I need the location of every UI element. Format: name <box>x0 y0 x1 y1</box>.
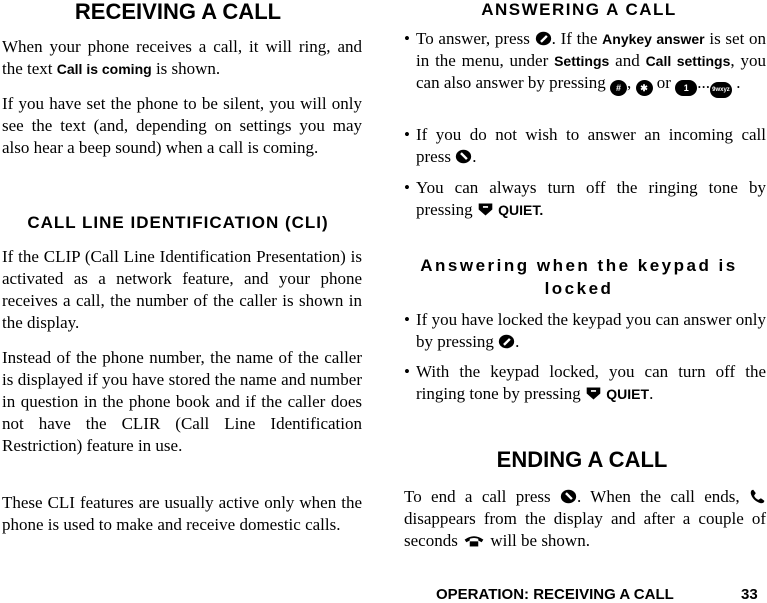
quiet-text: QUIET. <box>498 202 544 218</box>
cli-paragraph-2: Instead of the phone number, the name of the caller is displayed if you have stored the name and number in question in the phone book and if the caller does not have the CLIR (Call Line Identification Restriction) feature in use. <box>2 348 362 455</box>
page-number: 33 <box>741 586 758 603</box>
call-active-icon <box>749 488 766 505</box>
locked-bullet-1: • If you have locked the keypad you can answer only by pressing . <box>404 310 766 351</box>
receiving-title: RECEIVING A CALL <box>74 0 282 24</box>
ending-title: ENDING A CALL <box>496 447 668 472</box>
call-settings-text: Call settings <box>645 53 731 69</box>
answer-bullet-2: • If you do not wish to answer an incoming call press . <box>404 125 766 166</box>
one-key-icon: 1 <box>675 80 697 96</box>
cli-heading: CALL LINE IDENTIFICATION (CLI) <box>27 213 329 232</box>
cli-paragraph-1: If the CLIP (Call Line Identification Presentation) is activated as a network feature, and your phone receives a call, the number of the caller is shown in the display. <box>2 247 362 332</box>
receiving-paragraph-2: If you have set the phone to be silent, you will only see the text (and, depending on settings you may also hear a beep sound) when a call is coming. <box>2 94 362 157</box>
star-key-icon: ✱ <box>636 80 653 96</box>
settings-text: Settings <box>554 53 610 69</box>
quiet-softkey-icon <box>477 201 494 218</box>
nine-key-icon: 9wxyz <box>710 82 732 98</box>
quiet-softkey-icon <box>585 385 602 402</box>
send-key-icon <box>498 333 515 350</box>
cli-paragraph-3: These CLI features are usually active only when the phone is used to make and receive domestic calls. <box>2 493 362 534</box>
call-is-coming-text: Call is coming <box>56 61 152 77</box>
hash-key-icon: # <box>610 80 627 96</box>
quiet-text: QUIET <box>606 386 650 402</box>
anykey-answer-text: Anykey answer <box>602 31 705 47</box>
answering-title: ANSWERING A CALL <box>481 0 677 19</box>
receiving-paragraph-1: When your phone receives a call, it will ring, and the text Call is coming is shown. <box>2 37 362 78</box>
locked-bullet-2: • With the keypad locked, you can turn off the ringing tone by pressing QUIET. <box>404 362 766 403</box>
send-key-icon <box>535 30 552 47</box>
idle-phone-icon <box>462 532 486 549</box>
ending-paragraph: To end a call press . When the call ends, disappears from the display and after a couple of seconds will be shown. <box>404 487 766 550</box>
locked-heading: Answering when the keypad is locked <box>420 256 738 298</box>
footer-section-title: OPERATION: RECEIVING A CALL <box>436 586 674 603</box>
end-key-icon <box>455 148 472 165</box>
end-key-icon <box>560 488 577 505</box>
answer-bullet-1: • To answer, press . If the Anykey answer is set on in the menu, under Settings and Call settings, you can also answer by pressing # , ✱ or 1 ... 9wxyz . <box>404 28 766 98</box>
answer-bullet-3: • You can always turn off the ringing tone by pressing QUIET. <box>404 178 766 219</box>
